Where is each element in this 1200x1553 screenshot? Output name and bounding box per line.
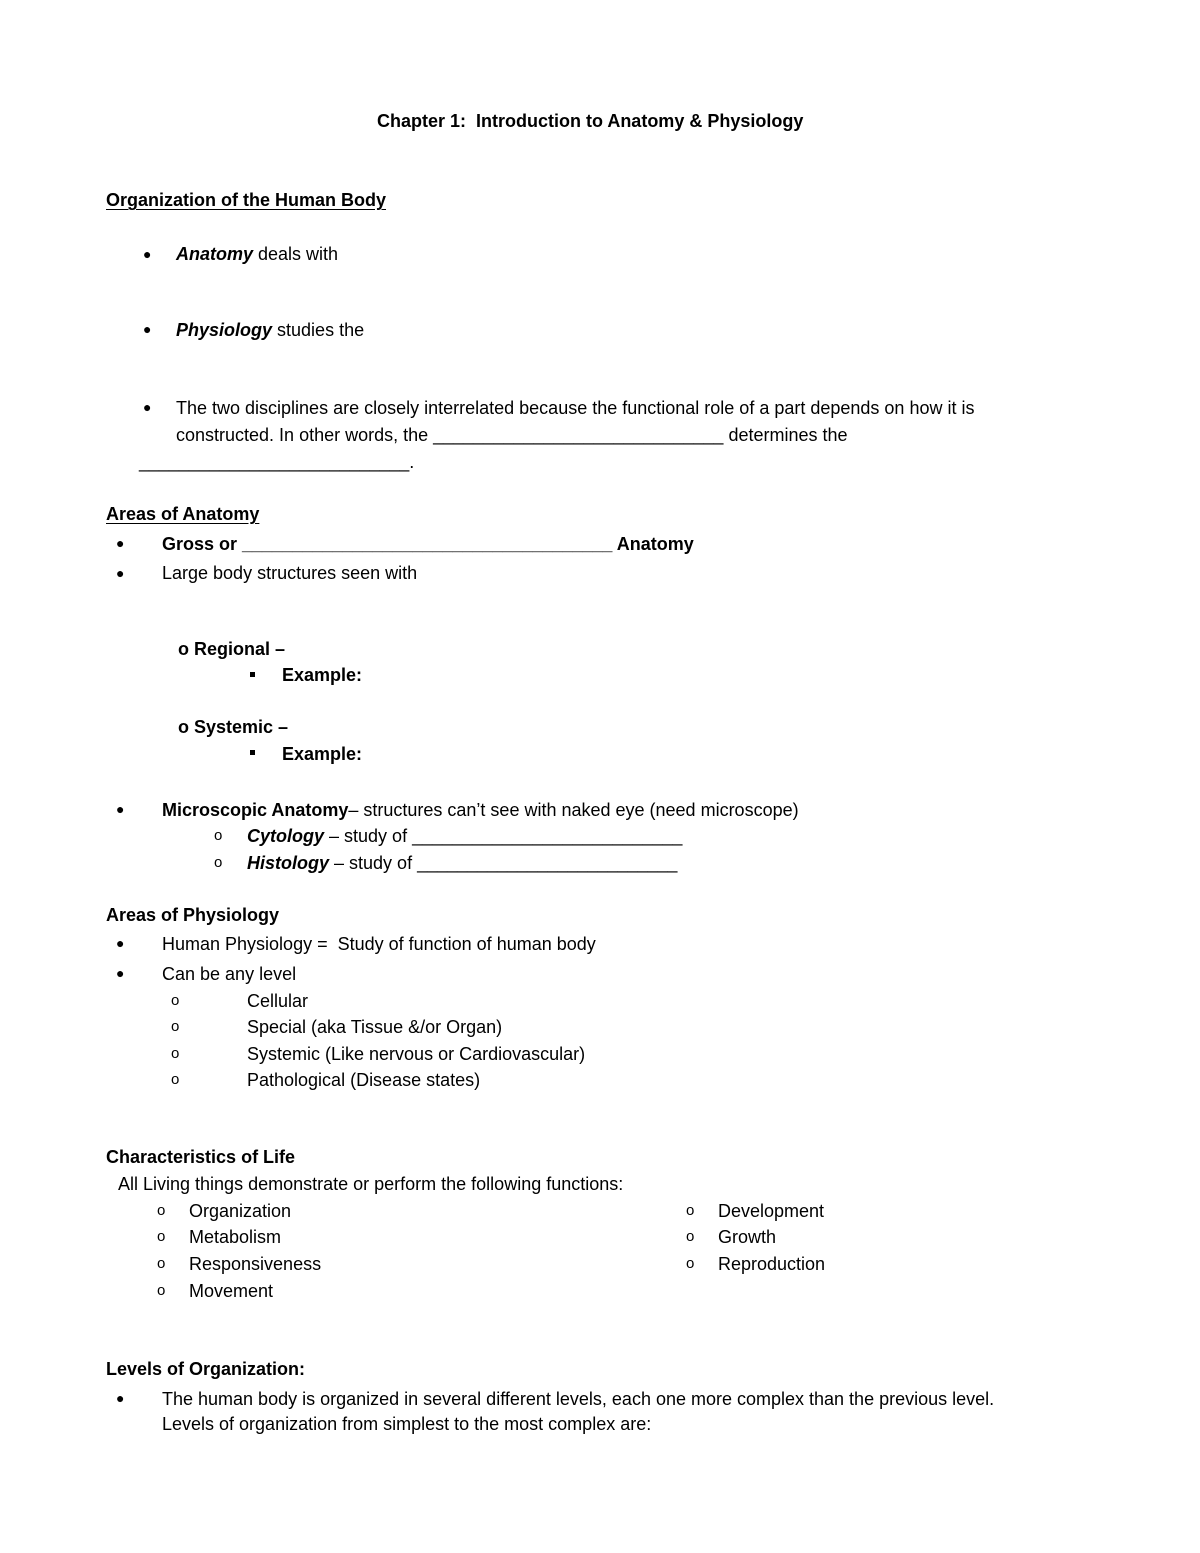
life-function-item: Responsiveness [189, 1254, 322, 1274]
interrelated-line-1: The two disciplines are closely interrelated because the functional role of a part depends on how it is [176, 398, 975, 418]
circle-bullet-icon: o [171, 1045, 180, 1062]
life-function-item: Movement [189, 1281, 274, 1301]
life-intro: All Living things demonstrate or perform the following functions: [118, 1174, 624, 1194]
bullet-icon: ● [116, 535, 125, 551]
circle-bullet-icon: o [686, 1255, 695, 1272]
bullet-icon: ● [116, 935, 125, 951]
large-structures-line: Large body structures seen with [162, 563, 418, 583]
life-function-item: Growth [718, 1227, 777, 1247]
levels-line-2: Levels of organization from simplest to the most complex are: [162, 1414, 652, 1434]
bullet-icon: ● [116, 801, 125, 817]
page-title: Chapter 1: Introduction to Anatomy & Physiology [377, 111, 804, 131]
circle-bullet-icon: o [171, 992, 180, 1009]
microscopic-anatomy-line [162, 801, 799, 819]
microscopic-term: Microscopic Anatomy [162, 800, 349, 820]
physiology-term: Physiology [176, 320, 273, 340]
life-function-item: Organization [189, 1201, 292, 1221]
histology-line [247, 854, 677, 872]
physiology-level-item: Pathological (Disease states) [247, 1070, 481, 1090]
circle-bullet-icon: o [171, 1018, 180, 1035]
section-heading-life: Characteristics of Life [106, 1147, 296, 1167]
bullet-icon: ● [116, 1390, 125, 1406]
physiology-definition [176, 321, 364, 339]
microscopic-rest: – structures can’t see with naked eye (need microscope) [348, 800, 799, 820]
bullet-icon: ● [116, 565, 125, 581]
bullet-icon: ● [143, 321, 152, 337]
interrelated-line-3: ___________________________. [139, 452, 415, 472]
systemic-label: o Systemic – [178, 717, 289, 737]
anatomy-term: Anatomy [176, 244, 254, 264]
square-bullet-icon [250, 672, 255, 677]
square-bullet-icon [250, 750, 255, 755]
circle-bullet-icon: o [214, 827, 223, 844]
physiology-rest: studies the [272, 320, 365, 340]
systemic-example: Example: [282, 744, 363, 764]
section-heading-organization: Organization of the Human Body [106, 190, 387, 210]
circle-bullet-icon: o [214, 854, 223, 871]
circle-bullet-icon: o [157, 1228, 166, 1245]
section-heading-levels: Levels of Organization: [106, 1359, 306, 1379]
regional-example: Example: [282, 665, 363, 685]
circle-bullet-icon: o [686, 1202, 695, 1219]
circle-bullet-icon: o [157, 1282, 166, 1299]
interrelated-line-2: constructed. In other words, the _____________________________ determines the [176, 425, 848, 445]
life-function-item: Development [718, 1201, 825, 1221]
histology-rest: – study of __________________________ [329, 853, 678, 873]
bullet-icon: ● [143, 246, 152, 262]
gross-anatomy-line: Gross or _____________________________________ Anatomy [162, 534, 694, 554]
cytology-line [247, 827, 682, 845]
physiology-level-item: Systemic (Like nervous or Cardiovascular) [247, 1044, 586, 1064]
circle-bullet-icon: o [157, 1202, 166, 1219]
physiology-level-item: Special (aka Tissue &/or Organ) [247, 1017, 503, 1037]
human-physiology-line: Human Physiology = Study of function of human body [162, 934, 596, 954]
physiology-level-item: Cellular [247, 991, 309, 1011]
circle-bullet-icon: o [171, 1071, 180, 1088]
circle-bullet-icon: o [686, 1228, 695, 1245]
life-function-item: Reproduction [718, 1254, 826, 1274]
section-heading-anatomy: Areas of Anatomy [106, 504, 260, 524]
anatomy-definition [176, 245, 338, 263]
cytology-rest: – study of ___________________________ [324, 826, 683, 846]
bullet-icon: ● [143, 399, 152, 415]
any-level-line: Can be any level [162, 964, 297, 984]
cytology-term: Cytology [247, 826, 325, 846]
levels-line-1: The human body is organized in several different levels, each one more complex than the previous level. [162, 1389, 995, 1409]
section-heading-physiology: Areas of Physiology [106, 905, 280, 925]
life-function-item: Metabolism [189, 1227, 282, 1247]
histology-term: Histology [247, 853, 330, 873]
regional-label: o Regional – [178, 639, 286, 659]
anatomy-rest: deals with [253, 244, 339, 264]
bullet-icon: ● [116, 965, 125, 981]
circle-bullet-icon: o [157, 1255, 166, 1272]
